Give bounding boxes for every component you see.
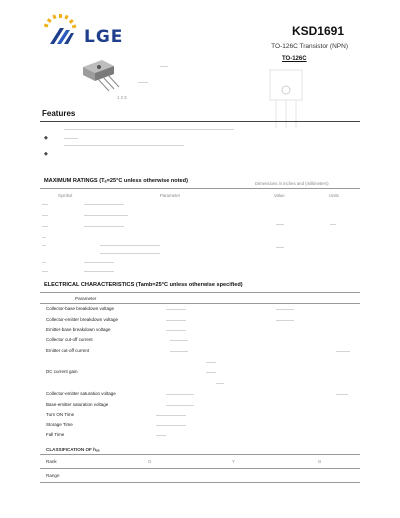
faint-text-line (64, 138, 78, 139)
table-row (276, 224, 284, 225)
classification-rank-label: Rank (46, 459, 57, 464)
table-row: Collector-emitter breakdown voltage (46, 317, 119, 322)
faint-value (206, 362, 216, 363)
logo-text: LGE (84, 27, 124, 47)
electrical-parameter-header: Parameter (75, 296, 97, 301)
table-row (84, 262, 114, 263)
features-title: Features (42, 109, 76, 118)
table-row (42, 262, 46, 263)
table-row (276, 247, 284, 248)
table-row (330, 224, 336, 225)
table-row: Collector-emitter saturation voltage (46, 391, 116, 396)
table-row: Emitter-base breakdown voltage (46, 327, 111, 332)
table-row: DC current gain (46, 369, 78, 374)
table-row: Collector cut-off current (46, 337, 93, 342)
table-row (42, 237, 46, 238)
dimension-mark (160, 66, 168, 67)
rank-o: O (148, 459, 152, 464)
package-outline-drawing (256, 66, 316, 136)
part-subtitle: TO-126C Transistor (NPN) (271, 43, 348, 50)
faint-value (166, 330, 186, 331)
max-ratings-divider (40, 188, 360, 189)
max-ratings-title: MAXIMUM RATINGS (Tₐ=25°C unless otherwise noted) (44, 178, 188, 184)
dimension-mark (138, 82, 148, 83)
faint-value (166, 394, 194, 395)
classification-range-label: Range (46, 473, 60, 478)
dimensions-note: Dimensions in inches and (millimeters) (255, 181, 329, 186)
classification-title: CLASSIFICATION OF hₒₑ (46, 447, 100, 452)
table-row: Fall Time (46, 432, 65, 437)
column-header-symbol: Symbol (58, 193, 73, 198)
table-row: Storage Time (46, 422, 73, 427)
faint-value (166, 405, 194, 406)
faint-value (170, 340, 188, 341)
faint-text-line (64, 129, 234, 130)
table-row: Turn ON Time (46, 412, 75, 417)
logo (44, 14, 144, 50)
table-row: Emitter cut-off current (46, 348, 90, 353)
table-row (42, 245, 46, 246)
max-ratings-table (40, 200, 360, 278)
bullet-icon: ◆ (44, 135, 48, 141)
faint-value (156, 425, 186, 426)
table-row (100, 253, 160, 254)
faint-value (336, 351, 350, 352)
part-number: KSD1691 (291, 24, 344, 38)
transistor-image (80, 60, 120, 94)
table-row (42, 226, 48, 227)
classification-divider (40, 454, 360, 455)
classification-row-divider (40, 468, 360, 469)
faint-value (166, 309, 186, 310)
package-pin-labels: 1 2 3 (117, 95, 127, 100)
faint-value (336, 394, 348, 395)
column-header-value: Value (274, 193, 285, 198)
electrical-table (46, 306, 360, 442)
faint-value (156, 435, 166, 436)
faint-value (206, 372, 216, 373)
faint-value (166, 320, 186, 321)
table-row (42, 271, 48, 272)
faint-value (216, 383, 224, 384)
feature-bullet (44, 126, 244, 141)
electrical-title: ELECTRICAL CHARACTERISTICS (Tamb=25°C unless otherwise specified) (44, 282, 243, 288)
rank-y: Y (232, 459, 235, 464)
table-row: Base-emitter saturation voltage (46, 402, 109, 407)
table-row (84, 204, 124, 205)
table-row (42, 215, 48, 216)
table-row (84, 226, 124, 227)
bullet-icon: ◆ (44, 151, 48, 157)
logo-mark-icon (44, 14, 78, 46)
faint-value (276, 309, 294, 310)
classification-bottom-divider (40, 482, 360, 483)
electrical-divider (40, 292, 360, 293)
faint-value (170, 351, 188, 352)
table-row (100, 245, 160, 246)
table-row: Collector-base breakdown voltage (46, 306, 115, 311)
electrical-header-divider (40, 303, 360, 304)
column-header-units: Units (329, 193, 339, 198)
features-divider (40, 121, 360, 122)
faint-text-line (64, 145, 184, 146)
column-header-parameter: Parameter (160, 193, 181, 198)
faint-value (156, 415, 186, 416)
table-row (42, 204, 48, 205)
faint-value (276, 320, 294, 321)
table-row (84, 271, 114, 272)
rank-g: G (318, 459, 322, 464)
feature-bullet (44, 142, 244, 157)
table-row (84, 215, 128, 216)
package-label: TO-126C (282, 56, 307, 62)
